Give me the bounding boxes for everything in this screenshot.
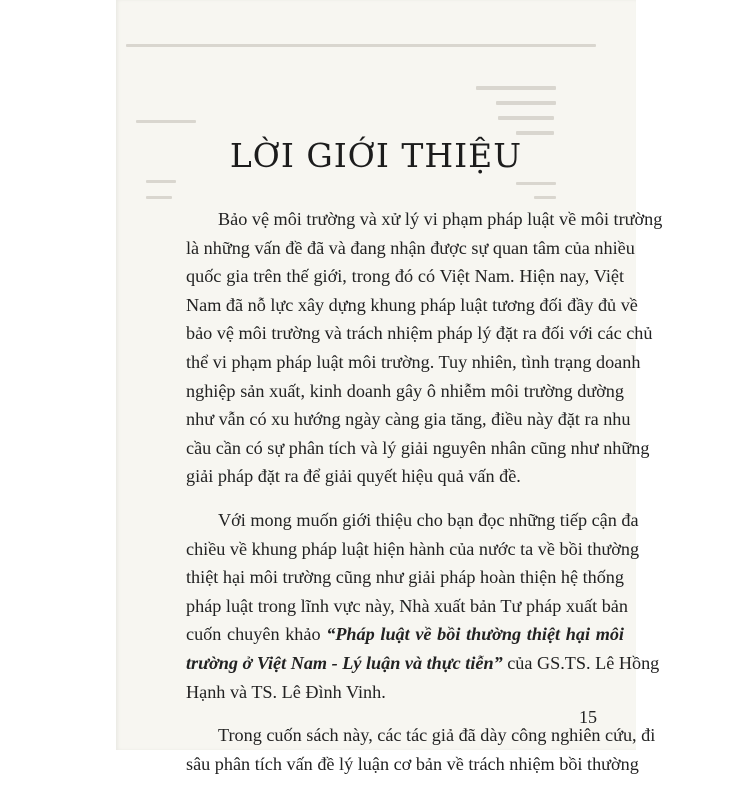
- text-line: Nam đã nỗ lực xây dựng khung pháp luật tương đối đầy đủ về: [186, 294, 638, 315]
- text-line-with-book-title: [154, 620, 624, 649]
- text-line: Bảo vệ môi trường và xử lý vi phạm pháp luật về môi trường: [218, 209, 663, 229]
- paragraph-2: [154, 506, 660, 706]
- page-number: 15: [579, 707, 597, 727]
- text-run: cuốn chuyên khảo: [186, 624, 327, 645]
- text-line: chiều về khung pháp luật hiện hành của nước ta về bồi thường: [186, 538, 640, 559]
- text-line: như vẫn có xu hướng ngày càng gia tăng, điều này đặt ra nhu: [186, 409, 631, 430]
- text-line: Trong cuốn sách này, các tác giả đã dày công nghiên cứu, đi: [218, 725, 656, 746]
- text-line: là những vấn đề đã và đang nhận được sự quan tâm của nhiều: [186, 237, 635, 258]
- book-title-part-1: “Pháp luật về bồi thường thiệt hại môi: [326, 624, 624, 645]
- text-line: bảo vệ môi trường và trách nhiệm pháp lý đặt ra đối với các chủ: [186, 323, 653, 344]
- body-text: [154, 205, 663, 793]
- text-line: thiệt hại môi trường cũng như giải pháp hoàn thiện hệ thống: [186, 567, 624, 588]
- text-line: giải pháp đặt ra để giải quyết hiệu quả vấn đề.: [186, 466, 521, 487]
- page-title: LỜI GIỚI THIỆU: [229, 136, 523, 175]
- text-line: Với mong muốn giới thiệu cho bạn đọc những tiếp cận đa: [218, 509, 639, 530]
- book-page: [116, 0, 663, 774]
- text-line: pháp luật trong lĩnh vực này, Nhà xuất bản Tư pháp xuất bản: [186, 595, 628, 616]
- text-run: của GS.TS. Lê Hồng: [502, 652, 660, 673]
- text-line: nghiệp sản xuất, kinh doanh gây ô nhiễm môi trường dường: [186, 380, 624, 401]
- text-line-with-book-title: [154, 649, 660, 678]
- text-line: cầu cần có sự phân tích và lý giải nguyên nhân cũng như những: [186, 437, 650, 458]
- text-line: Hạnh và TS. Lê Đình Vinh.: [186, 681, 386, 702]
- book-title-part-2: trường ở Việt Nam - Lý luận và thực tiễn”: [186, 652, 503, 673]
- text-line: thể vi phạm pháp luật môi trường. Tuy nhiên, tình trạng doanh: [186, 351, 641, 372]
- text-line: sâu phân tích vấn đề lý luận cơ bản về trách nhiệm bồi thường: [186, 753, 639, 774]
- text-line: quốc gia trên thế giới, trong đó có Việt Nam. Hiện nay, Việt: [186, 266, 624, 287]
- paragraph-1: [154, 205, 663, 491]
